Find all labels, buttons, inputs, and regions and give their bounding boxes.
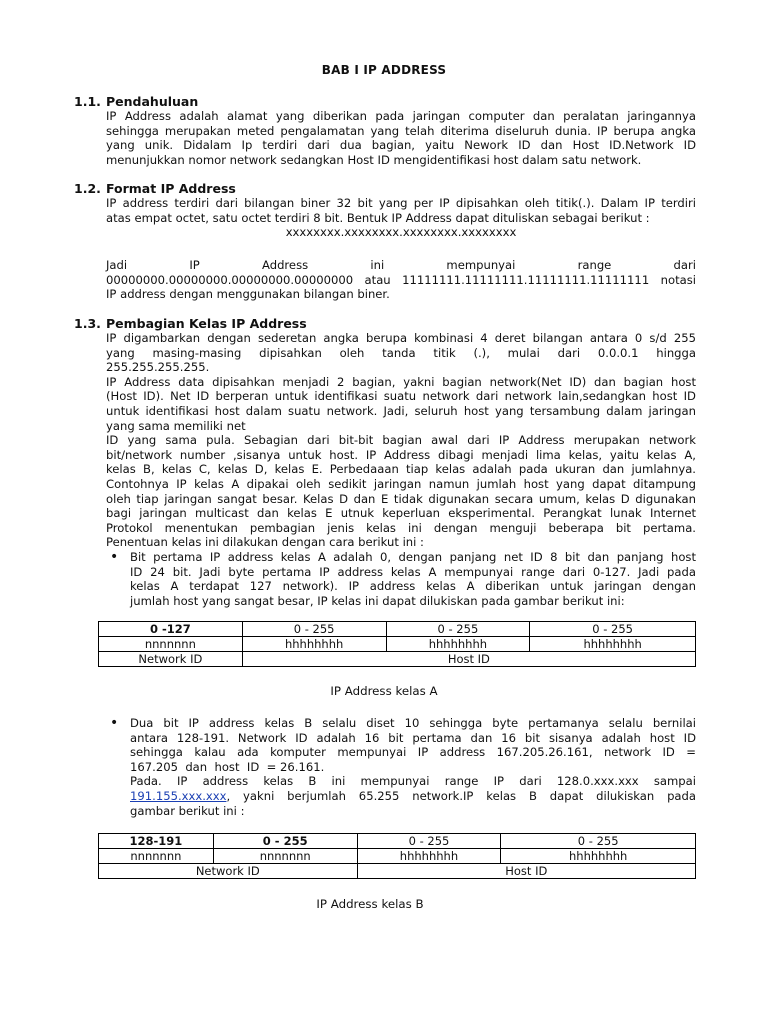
table-cell: 0 - 255 (386, 622, 530, 637)
table-cell: 0 - 255 (501, 834, 696, 849)
table-row (99, 849, 696, 864)
text-line: yang masing-masing dipisahkan oleh tanda titik (.), mulai dari 0.0.0.1 hingga (106, 345, 696, 360)
section-number: 1.2. (74, 181, 101, 196)
ip-format-example: xxxxxxxx.xxxxxxxx.xxxxxxxx.xxxxxxxx (285, 225, 517, 240)
table-cell: 0 - 255 (357, 834, 501, 849)
text-line: Pada. IP address kelas B ini mempunyai range IP dari 128.0.xxx.xxx sampai (130, 774, 696, 789)
text-line: (Host ID). Net ID berperan untuk identifikasi suatu network dari network lain,sedangkan host ID (106, 389, 696, 404)
host-id-cell: Host ID (357, 864, 695, 879)
text-line: Jadi IP Address ini mempunyai range dari (106, 258, 696, 272)
table-cell: nnnnnnn (213, 849, 357, 864)
text-line: bit/network number ,sisanya untuk host. IP Address dibagi menjadi lima kelas, yaitu kelas A, (106, 447, 696, 462)
table-cell: 0 - 255 (242, 622, 386, 637)
text-line: Bit pertama IP address kelas A adalah 0, dengan panjang net ID 8 bit dan panjang host (130, 550, 696, 564)
text-line: Contohnya IP kelas A dipakai oleh sedikit jaringan namun jumlah host yang dapat ditampung (106, 476, 696, 491)
bullet-kelas-a (110, 549, 696, 608)
text-line: jumlah host yang sangat besar, IP kelas ini dapat dilukiskan pada gambar berikut ini: (130, 593, 625, 608)
text-line: Dua bit IP address kelas B selalu diset 10 sehingga byte pertamanya selalu bernilai (130, 716, 696, 730)
text-line: 00000000.00000000.00000000.00000000 atau 11111111.11111111.11111111.11111111 notasi (106, 272, 696, 287)
paragraph-pendahuluan (106, 109, 696, 167)
text-line: yang unik. Didalam Ip terdiri dari dua bagian, yaitu Nework ID dan Host ID.Network ID (106, 138, 696, 153)
text-line: ID yang sama pula. Sebagian dari bit-bit bagian awal dari IP Address merupakan network (106, 433, 696, 448)
text-line: IP Address adalah alamat yang diberikan pada jaringan computer dan peralatan jaringannya (106, 109, 696, 123)
table-kelas-b (98, 833, 696, 879)
section-heading-pendahuluan (74, 94, 198, 109)
text-line: atas empat octet, satu octet terdiri 8 bit. Bentuk IP Address dapat dituliskan sebagai berikut : (106, 210, 650, 225)
table-kelas-a (98, 621, 696, 667)
paragraph-format (106, 196, 696, 240)
table-row (99, 637, 696, 652)
text-line: 167.205 dan host ID = 26.161. (130, 759, 325, 774)
network-id-cell: Network ID (99, 652, 243, 667)
text-line: kelas B, kelas C, kelas D, kelas E. Perbedaaan tiap kelas adalah pada ukuran dan jumlahnya. (106, 462, 696, 477)
text-fragment: , yakni berjumlah 65.255 network.IP kelas B dapat dilukiskan pada (226, 788, 696, 803)
table-cell: hhhhhhhh (242, 637, 386, 652)
bullet-marker: • (110, 715, 119, 731)
text-line: antara 128-191. Network ID adalah 16 bit pertama dan 16 bit sisanya adalah host ID (130, 730, 696, 745)
host-id-cell: Host ID (242, 652, 695, 667)
text-line: kelas A terdapat 127 network). IP address kelas A diberikan untuk jaringan dengan (130, 579, 696, 594)
text-line: sehingga merupakan meted pengalamatan yang telah diterima diseluruh dunia. IP berupa angka (106, 123, 696, 138)
text-line: menunjukkan nomor network sedangkan Host ID mengidentifikasi host dalam satu network. (106, 152, 642, 167)
text-line: oleh tiap jaringan sangat besar. Kelas D dan E tidak digunakan secara umum, kelas D digunakan (106, 491, 696, 506)
caption-kelas-a: IP Address kelas A (330, 684, 438, 698)
table-cell: hhhhhhhh (501, 849, 696, 864)
text-line: Penentuan kelas ini dilakukan dengan cara berikut ini : (106, 535, 424, 550)
table-row (99, 834, 696, 849)
text-line: IP Address data dipisahkan menjadi 2 bagian, yakni bagian network(Net ID) dan bagian host (106, 374, 696, 389)
table-cell: hhhhhhhh (357, 849, 501, 864)
text-line: IP address dengan menggunakan bilangan biner. (106, 287, 390, 302)
document-title: BAB I IP ADDRESS (321, 63, 447, 77)
bullet-kelas-b (110, 715, 696, 818)
table-cell: nnnnnnn (99, 849, 214, 864)
section-title: Pendahuluan (106, 94, 199, 109)
section-number: 1.1. (74, 94, 101, 109)
section-heading-format (74, 181, 236, 196)
ip-range-link[interactable]: 191.155.xxx.xxx (130, 788, 227, 803)
table-cell: hhhhhhhh (530, 637, 696, 652)
text-line (130, 789, 696, 804)
network-id-cell: Network ID (99, 864, 358, 879)
text-line: untuk identifikasi host dalam suatu network. Jadi, seluruh host yang tersambung dalam jaringan (106, 403, 696, 418)
table-cell: 0 - 255 (530, 622, 696, 637)
table-cell: hhhhhhhh (386, 637, 530, 652)
text-line: 255.255.255.255. (106, 360, 210, 375)
table-row (99, 652, 696, 667)
table-row (99, 622, 696, 637)
table-cell: 128-191 (99, 834, 214, 849)
paragraph-range (106, 258, 696, 302)
section-number: 1.3. (74, 316, 101, 331)
table-cell: 0 - 255 (213, 834, 357, 849)
bullet-marker: • (110, 549, 119, 565)
text-line: bagi jaringan multicast dan kelas E utnuk keperluan eksperimental. Perangkat lunak Internet (106, 506, 696, 521)
section-heading-pembagian-kelas (74, 316, 307, 331)
text-line: sehingga kalau ada komputer mempunyai IP address 167.205.26.161, network ID = (130, 745, 696, 760)
section-title: Format IP Address (106, 181, 236, 196)
table-row (99, 864, 696, 879)
text-line: ID 24 bit. Jadi byte pertama IP address kelas A mempunyai range dari 0-127. Jadi pada (130, 564, 696, 579)
paragraph-pembagian-kelas (106, 331, 696, 550)
text-line: IP address terdiri dari bilangan biner 32 bit yang per IP dipisahkan oleh titik(.). Dalam IP terdiri (106, 196, 696, 210)
table-cell: 0 -127 (99, 622, 243, 637)
text-line: yang sama memiliki net (106, 418, 246, 433)
text-line: IP digambarkan dengan sederetan angka berupa kombinasi 4 deret bilangan antara 0 s/d 255 (106, 331, 696, 345)
caption-kelas-b: IP Address kelas B (316, 897, 424, 911)
table-cell: nnnnnnn (99, 637, 243, 652)
text-line: Protokol menentukan pembagian jenis kelas ini dengan menguji beberapa bit pertama. (106, 520, 696, 535)
text-line: gambar berikut ini : (130, 803, 245, 818)
section-title: Pembagian Kelas IP Address (106, 316, 307, 331)
